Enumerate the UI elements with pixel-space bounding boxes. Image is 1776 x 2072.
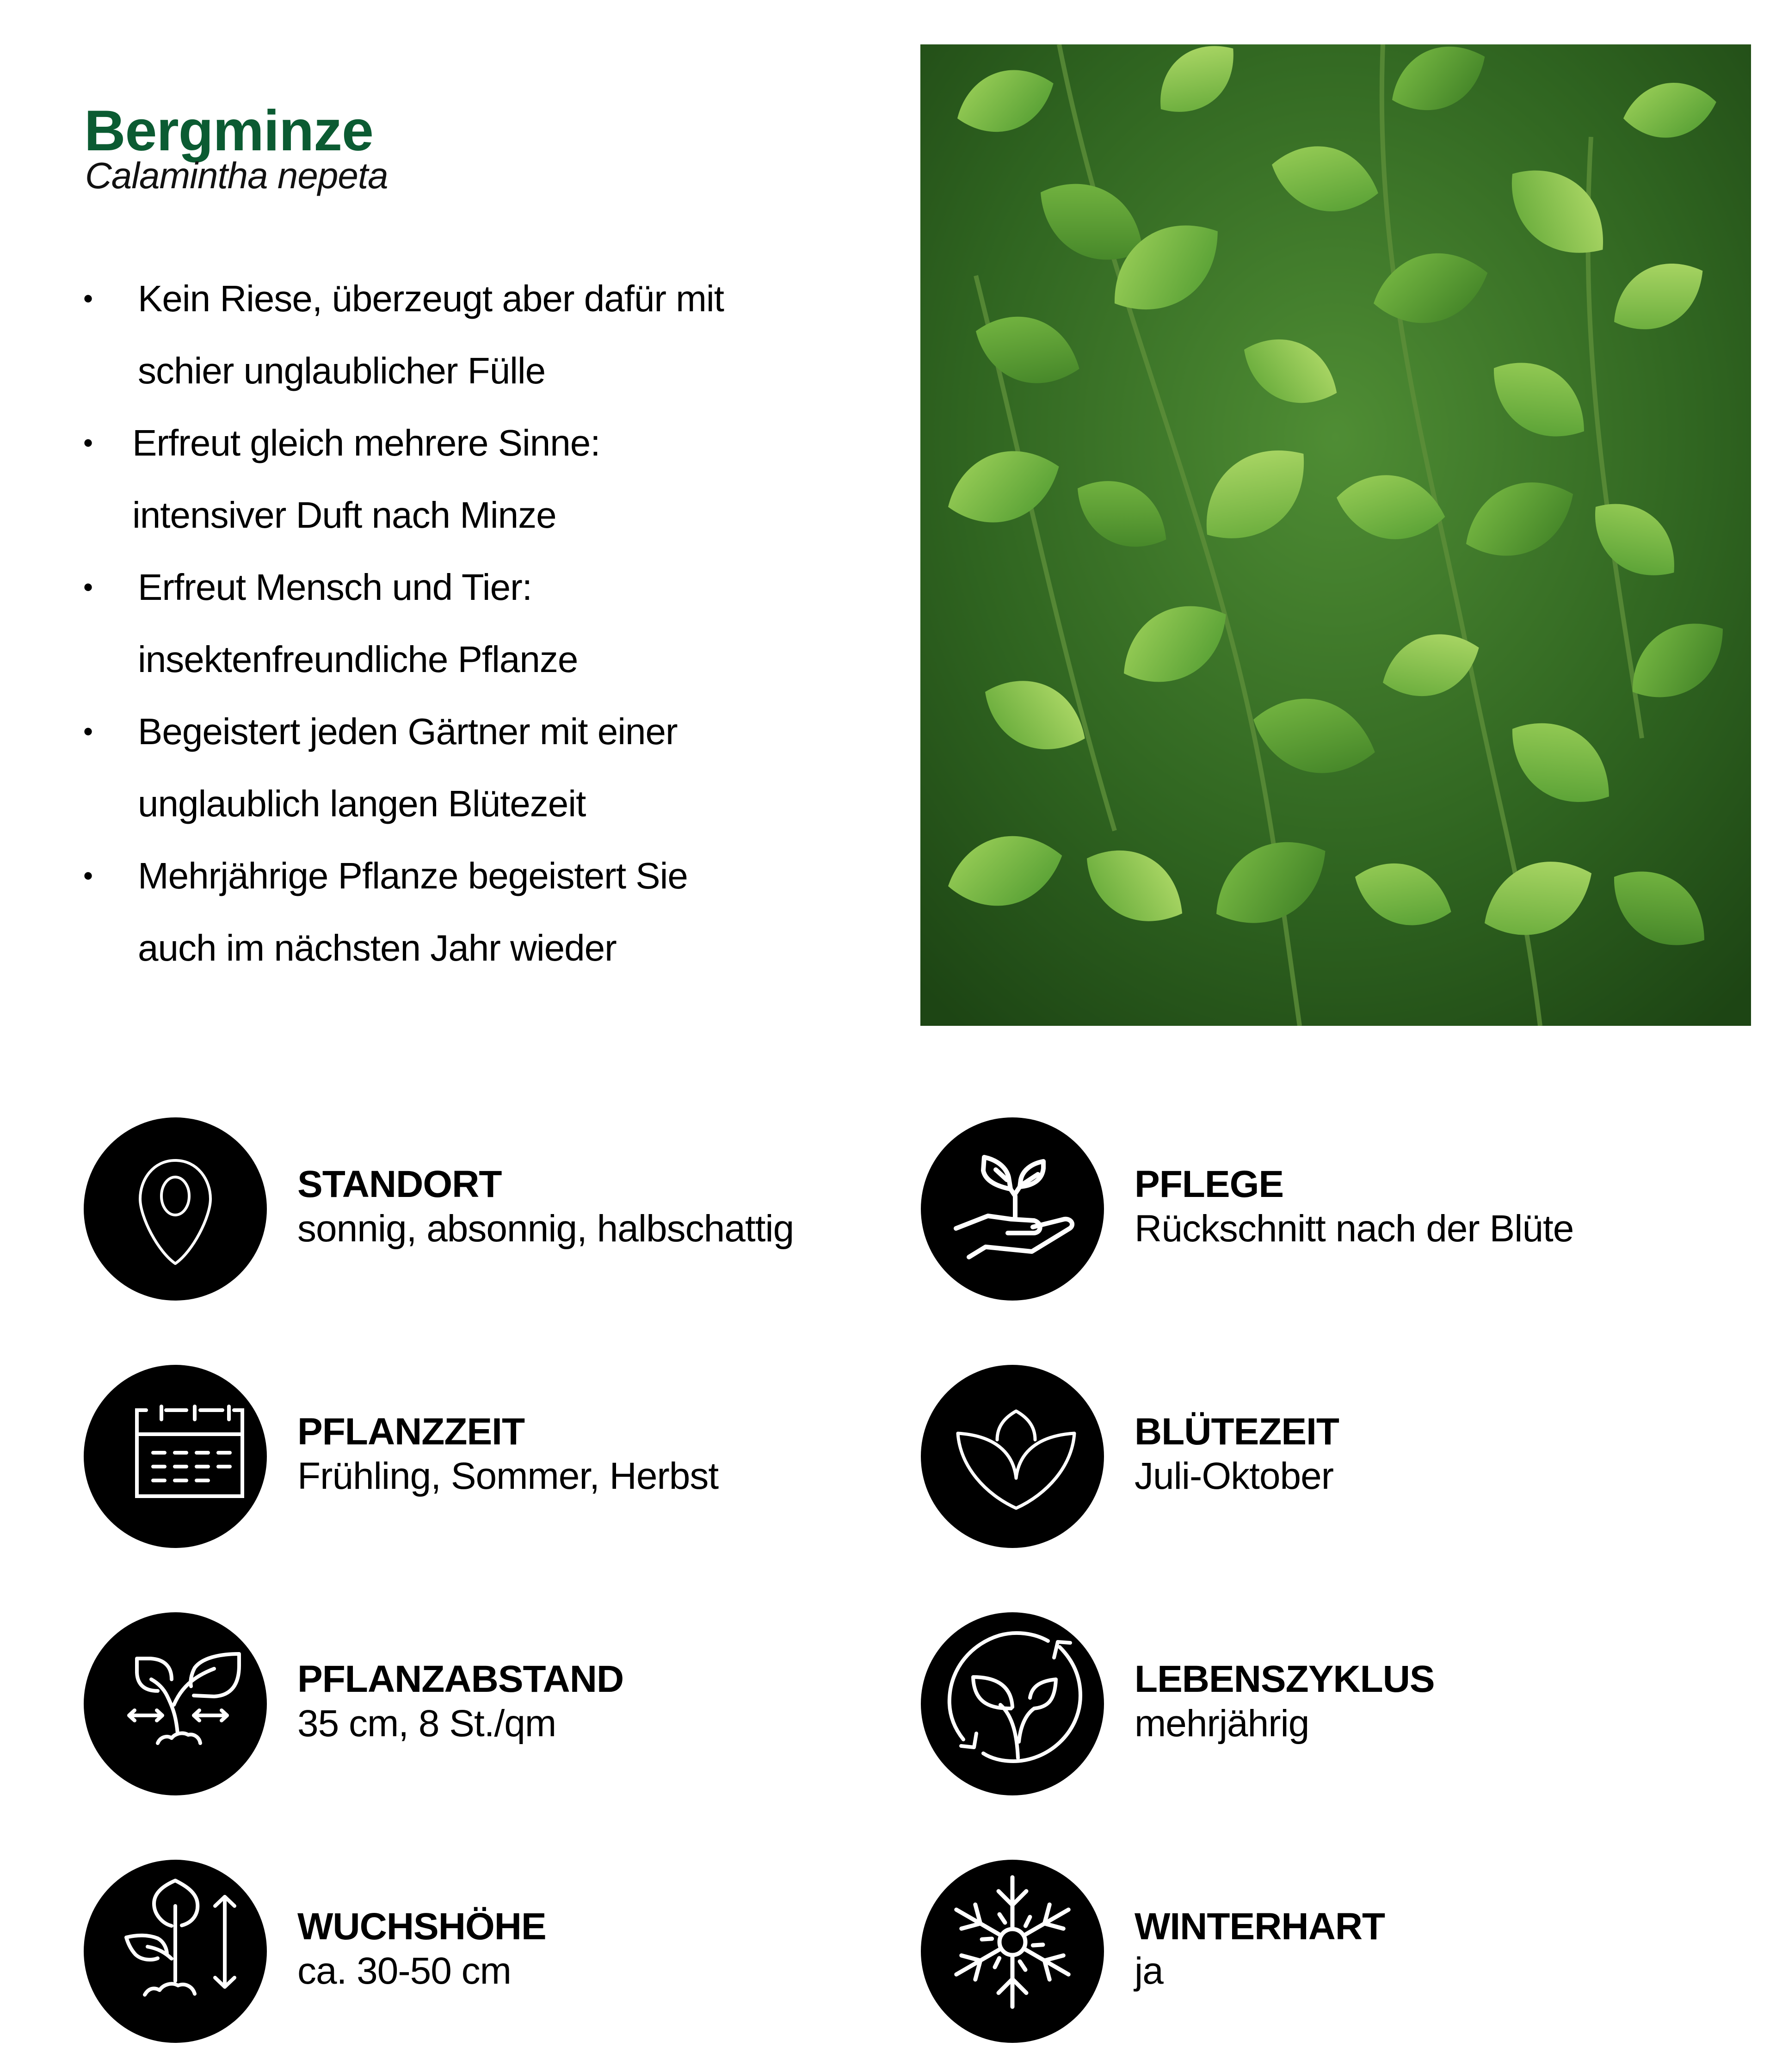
feature-line: insektenfreundliche Pflanze [138, 639, 578, 680]
feature-list [79, 263, 865, 984]
info-lebenszyklus [921, 1612, 1435, 1795]
bullet-icon: • [83, 427, 93, 458]
bullet-icon: • [83, 572, 93, 603]
info-value: Rückschnitt nach der Blüte [1135, 1208, 1574, 1250]
info-label: WUCHSHÖHE [297, 1906, 546, 1948]
info-label: BLÜTEZEIT [1135, 1411, 1339, 1453]
info-label: LEBENSZYKLUS [1135, 1658, 1435, 1700]
info-standort [84, 1117, 794, 1301]
feature-line: Erfreut gleich mehrere Sinne: [132, 422, 600, 463]
feature-item [79, 263, 865, 407]
bullet-icon: • [83, 283, 93, 314]
feature-line: Kein Riese, überzeugt aber dafür mit [138, 278, 724, 319]
info-value: ca. 30-50 cm [297, 1950, 511, 1992]
plant-height-icon [84, 1860, 267, 2043]
flower-bud-icon [921, 1365, 1104, 1548]
info-value: Frühling, Sommer, Herbst [297, 1455, 719, 1497]
info-wuchshoehe [84, 1860, 546, 2043]
feature-line: unglaublich langen Blütezeit [138, 783, 586, 824]
feature-line: schier unglaublicher Fülle [138, 350, 546, 391]
location-pin-icon [84, 1117, 267, 1301]
feature-item [79, 840, 865, 984]
feature-item [79, 407, 865, 551]
feature-line: intensiver Duft nach Minze [132, 494, 556, 536]
info-bluetezeit [921, 1365, 1339, 1548]
info-label: PFLEGE [1135, 1163, 1284, 1205]
info-pflege [921, 1117, 1573, 1301]
info-value: sonnig, absonnig, halbschattig [297, 1208, 794, 1250]
snowflake-icon [921, 1860, 1104, 2043]
plant-spacing-icon [84, 1612, 267, 1795]
info-pflanzzeit [84, 1365, 718, 1548]
info-winterhart [921, 1860, 1385, 2043]
botanical-name: Calamintha nepeta [85, 155, 388, 196]
feature-line: auch im nächsten Jahr wieder [138, 927, 617, 968]
info-pflanzabstand [84, 1612, 623, 1795]
info-label: PFLANZZEIT [297, 1411, 525, 1453]
hand-seedling-icon [921, 1117, 1104, 1301]
lifecycle-icon [921, 1612, 1104, 1795]
feature-line: Mehrjährige Pflanze begeistert Sie [138, 855, 688, 896]
feature-line: Begeistert jeden Gärtner mit einer [138, 711, 678, 752]
info-value: ja [1135, 1950, 1163, 1992]
bullet-icon: • [83, 716, 93, 747]
info-label: PFLANZABSTAND [297, 1658, 624, 1700]
calendar-icon [84, 1365, 267, 1548]
info-value: mehrjährig [1135, 1702, 1309, 1745]
bullet-icon: • [83, 860, 93, 891]
plant-title: Bergminze [84, 99, 373, 163]
info-value: 35 cm, 8 St./qm [297, 1702, 556, 1745]
info-label: WINTERHART [1135, 1906, 1385, 1948]
feature-item [79, 551, 865, 696]
feature-item [79, 696, 865, 840]
plant-photo [920, 44, 1751, 1026]
info-label: STANDORT [297, 1163, 502, 1205]
feature-line: Erfreut Mensch und Tier: [138, 567, 532, 608]
info-value: Juli-Oktober [1135, 1455, 1334, 1497]
